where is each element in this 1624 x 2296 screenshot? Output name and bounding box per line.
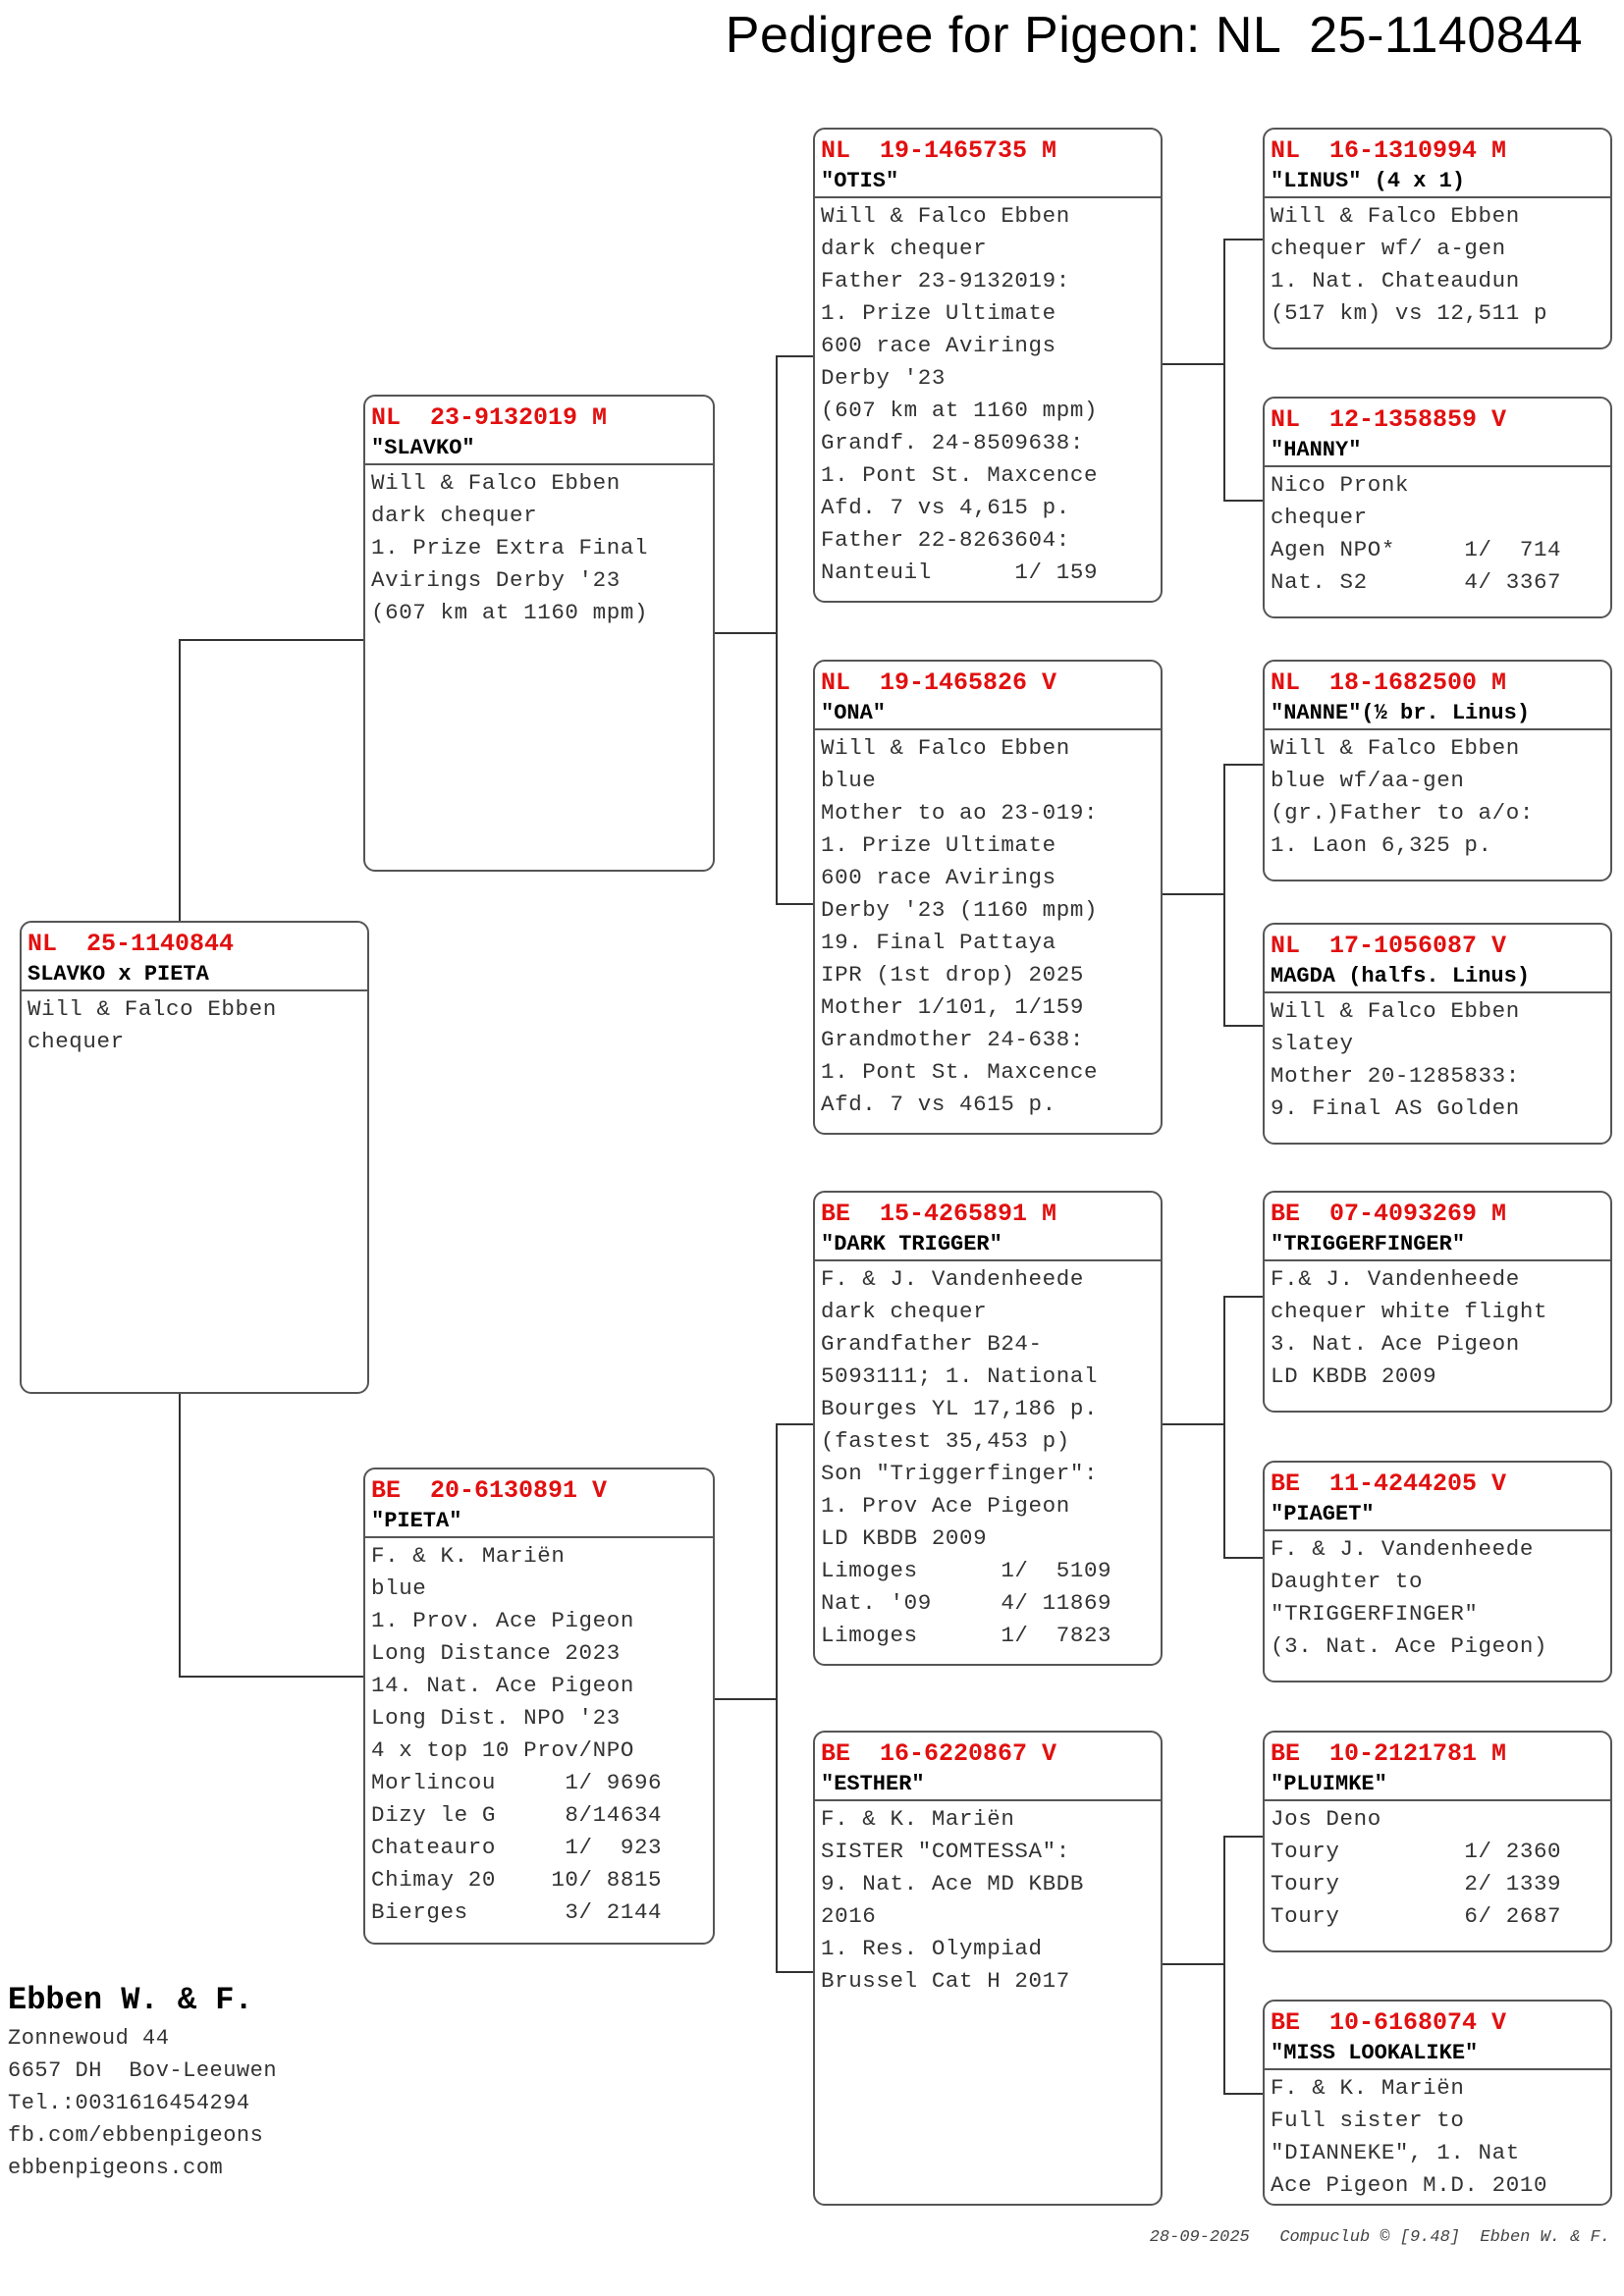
ring-number: NL 18-1682500 M	[1271, 668, 1507, 697]
ring-number: BE 10-2121781 M	[1271, 1739, 1507, 1768]
info-line: Son "Triggerfinger":	[821, 1461, 1099, 1486]
info-line: blue wf/aa-gen	[1271, 768, 1465, 793]
info-line: Grandfather B24-	[821, 1331, 1043, 1357]
footer: 28-09-2025 Compuclub © [9.48] Ebben W. & F.	[1149, 2228, 1610, 2247]
info-line: F. & J. Vandenheede	[1271, 1536, 1534, 1562]
connector-line	[1223, 1025, 1263, 1027]
info-line: LD KBDB 2009	[821, 1525, 988, 1551]
connector-line	[1223, 764, 1263, 766]
info-line: 3. Nat. Ace Pigeon	[1271, 1331, 1520, 1357]
pigeon-card-fmm	[1263, 923, 1612, 1145]
info-line: Toury 6/ 2687	[1271, 1903, 1562, 1929]
info-line: 14. Nat. Ace Pigeon	[371, 1673, 634, 1698]
ring-number: BE 07-4093269 M	[1271, 1200, 1507, 1228]
pigeon-name: "PIETA"	[365, 1507, 713, 1538]
info-line: Derby '23	[821, 365, 946, 391]
pigeon-info	[815, 1261, 1161, 1652]
pigeon-name: "MISS LOOKALIKE"	[1265, 2039, 1610, 2070]
pigeon-card-ffm	[1263, 397, 1612, 618]
info-line: Agen NPO* 1/ 714	[1271, 537, 1562, 562]
info-line: chequer	[1271, 505, 1368, 530]
connector-line	[1223, 1836, 1225, 2095]
connector-line	[1223, 1296, 1263, 1298]
pigeon-name: "ESTHER"	[815, 1770, 1161, 1801]
info-line: Mother 1/101, 1/159	[821, 994, 1084, 1020]
info-line: 1. Prize Ultimate	[821, 832, 1056, 858]
pigeon-info	[1265, 1801, 1610, 1933]
info-line: Derby '23 (1160 mpm)	[821, 897, 1099, 923]
info-line: 1. Prize Extra Final	[371, 535, 649, 561]
info-line: (fastest 35,453 p)	[821, 1428, 1070, 1454]
pigeon-info	[365, 1538, 713, 1929]
info-line: 5093111; 1. National	[821, 1363, 1099, 1389]
info-line: Will & Falco Ebben	[1271, 735, 1520, 761]
pigeon-name: "HANNY"	[1265, 436, 1610, 467]
info-line: Will & Falco Ebben	[27, 996, 277, 1022]
info-line: 1. Res. Olympiad	[821, 1936, 1043, 1961]
connector-line	[179, 639, 181, 921]
info-line: Afd. 7 vs 4,615 p.	[821, 495, 1070, 520]
info-line: F. & J. Vandenheede	[821, 1266, 1084, 1292]
info-line: Grandf. 24-8509638:	[821, 430, 1084, 455]
pigeon-name: "OTIS"	[815, 167, 1161, 198]
info-line: Brussel Cat H 2017	[821, 1968, 1070, 1994]
info-line: F. & K. Mariën	[1271, 2075, 1465, 2101]
connector-line	[715, 1698, 778, 1700]
pigeon-info	[1265, 730, 1610, 862]
info-line: 1. Prize Ultimate	[821, 300, 1056, 326]
connector-line	[1223, 764, 1225, 1027]
pigeon-card-mm	[813, 1731, 1163, 2206]
info-line: Mother to ao 23-019:	[821, 800, 1099, 826]
info-line: 600 race Avirings	[821, 865, 1056, 890]
pigeon-name: SLAVKO x PIETA	[22, 960, 367, 991]
info-line: F. & K. Mariën	[371, 1543, 566, 1569]
info-line: Bierges 3/ 2144	[371, 1899, 663, 1925]
info-line: 1. Prov Ace Pigeon	[821, 1493, 1070, 1519]
pigeon-name: "SLAVKO"	[365, 434, 713, 465]
connector-line	[1223, 239, 1263, 240]
info-line: Toury 1/ 2360	[1271, 1839, 1562, 1864]
info-line: "DIANNEKE", 1. Nat	[1271, 2140, 1520, 2165]
owner-phone: Tel.:0031616454294	[8, 2091, 250, 2115]
connector-line	[1163, 363, 1225, 365]
info-line: chequer	[27, 1029, 125, 1054]
pigeon-info	[1265, 1531, 1610, 1663]
info-line: (607 km at 1160 mpm)	[371, 600, 649, 625]
connector-line	[179, 639, 363, 641]
pigeon-card-mother	[363, 1468, 715, 1945]
info-line: SISTER "COMTESSA":	[821, 1839, 1070, 1864]
pigeon-info	[1265, 467, 1610, 599]
ring-number: BE 15-4265891 M	[821, 1200, 1057, 1228]
info-line: 1. Pont St. Maxcence	[821, 462, 1099, 488]
info-line: chequer white flight	[1271, 1299, 1548, 1324]
info-line: LD KBDB 2009	[1271, 1363, 1437, 1389]
pigeon-card-ff	[813, 128, 1163, 603]
ring-number: NL 12-1358859 V	[1271, 405, 1507, 434]
connector-line	[776, 1423, 813, 1425]
pigeon-info	[1265, 993, 1610, 1125]
info-line: Jos Deno	[1271, 1806, 1381, 1832]
info-line: 2016	[821, 1903, 877, 1929]
info-line: slatey	[1271, 1031, 1354, 1056]
info-line: Chimay 20 10/ 8815	[371, 1867, 663, 1893]
pigeon-card-mmf	[1263, 1731, 1612, 1952]
info-line: 9. Nat. Ace MD KBDB	[821, 1871, 1084, 1896]
connector-line	[1223, 239, 1225, 500]
pigeon-name: "TRIGGERFINGER"	[1265, 1230, 1610, 1261]
info-line: Afd. 7 vs 4615 p.	[821, 1092, 1056, 1117]
pigeon-card-fff	[1263, 128, 1612, 349]
connector-line	[1223, 2093, 1263, 2095]
info-line: Nico Pronk	[1271, 472, 1410, 498]
connector-line	[1223, 1836, 1263, 1838]
info-line: 19. Final Pattaya	[821, 930, 1056, 955]
pigeon-name: "PIAGET"	[1265, 1500, 1610, 1531]
pigeon-name: "ONA"	[815, 699, 1161, 730]
info-line: F. & K. Mariën	[821, 1806, 1015, 1832]
info-line: 9. Final AS Golden	[1271, 1095, 1520, 1121]
info-line: 1. Pont St. Maxcence	[821, 1059, 1099, 1085]
pigeon-info	[22, 991, 367, 1058]
connector-line	[715, 632, 778, 634]
pigeon-name: "DARK TRIGGER"	[815, 1230, 1161, 1261]
info-line: Chateauro 1/ 923	[371, 1835, 663, 1860]
info-line: Father 23-9132019:	[821, 268, 1070, 294]
info-line: Daughter to	[1271, 1569, 1424, 1594]
info-line: (607 km at 1160 mpm)	[821, 398, 1099, 423]
info-line: Will & Falco Ebben	[371, 470, 621, 496]
owner-facebook: fb.com/ebbenpigeons	[8, 2123, 264, 2148]
ring-number: BE 10-6168074 V	[1271, 2008, 1507, 2037]
info-line: Father 22-8263604:	[821, 527, 1070, 553]
info-line: Morlincou 1/ 9696	[371, 1770, 663, 1795]
pigeon-name: "PLUIMKE"	[1265, 1770, 1610, 1801]
connector-line	[1163, 893, 1225, 895]
connector-line	[776, 903, 813, 905]
owner-block	[8, 1979, 277, 2184]
info-line: Dizy le G 8/14634	[371, 1802, 663, 1828]
info-line: dark chequer	[821, 1299, 988, 1324]
pigeon-info	[1265, 198, 1610, 330]
owner-website: ebbenpigeons.com	[8, 2156, 224, 2180]
connector-line	[776, 355, 778, 905]
info-line: Long Dist. NPO '23	[371, 1705, 621, 1731]
connector-line	[179, 1676, 363, 1678]
info-line: "TRIGGERFINGER"	[1271, 1601, 1479, 1627]
info-line: Bourges YL 17,186 p.	[821, 1396, 1099, 1421]
info-line: 1. Prov. Ace Pigeon	[371, 1608, 634, 1633]
connector-line	[776, 1423, 778, 1973]
page-title: Pedigree for Pigeon: NL 25-1140844	[725, 7, 1583, 64]
pigeon-card-mf	[813, 1191, 1163, 1666]
pigeon-card-mmm	[1263, 2000, 1612, 2206]
connector-line	[1223, 500, 1263, 502]
ring-number: BE 11-4244205 V	[1271, 1469, 1507, 1498]
pigeon-card-father	[363, 395, 715, 872]
info-line: Will & Falco Ebben	[821, 203, 1070, 229]
info-line: (517 km) vs 12,511 p	[1271, 300, 1548, 326]
connector-line	[1223, 1557, 1263, 1559]
connector-line	[776, 355, 813, 357]
info-line: Grandmother 24-638:	[821, 1027, 1084, 1052]
ring-number: NL 25-1140844	[27, 930, 235, 958]
pigeon-card-fm	[813, 660, 1163, 1135]
pigeon-name: MAGDA (halfs. Linus)	[1265, 962, 1610, 993]
info-line: dark chequer	[371, 503, 538, 528]
ring-number: NL 17-1056087 V	[1271, 932, 1507, 960]
info-line: 600 race Avirings	[821, 333, 1056, 358]
info-line: Nat. S2 4/ 3367	[1271, 569, 1562, 595]
connector-line	[1163, 1963, 1225, 1965]
info-line: blue	[821, 768, 877, 793]
info-line: Will & Falco Ebben	[821, 735, 1070, 761]
ring-number: NL 23-9132019 M	[371, 403, 608, 432]
pigeon-info	[1265, 2070, 1610, 2202]
info-line: Will & Falco Ebben	[1271, 998, 1520, 1024]
owner-address-line: Zonnewoud 44	[8, 2026, 170, 2051]
ring-number: BE 16-6220867 V	[821, 1739, 1057, 1768]
ring-number: NL 19-1465826 V	[821, 668, 1057, 697]
info-line: Avirings Derby '23	[371, 567, 621, 593]
owner-address-line: 6657 DH Bov-Leeuwen	[8, 2058, 278, 2083]
pigeon-card-fmf	[1263, 660, 1612, 881]
info-line: dark chequer	[821, 236, 988, 261]
info-line: Nat. '09 4/ 11869	[821, 1590, 1112, 1616]
connector-line	[776, 1971, 813, 1973]
pigeon-info	[1265, 1261, 1610, 1393]
info-line: chequer wf/ a-gen	[1271, 236, 1506, 261]
info-line: (3. Nat. Ace Pigeon)	[1271, 1633, 1548, 1659]
info-line: F.& J. Vandenheede	[1271, 1266, 1520, 1292]
connector-line	[1163, 1423, 1225, 1425]
info-line: 4 x top 10 Prov/NPO	[371, 1737, 634, 1763]
pigeon-card-subject	[20, 921, 369, 1394]
info-line: Will & Falco Ebben	[1271, 203, 1520, 229]
pigeon-name: "NANNE"(½ br. Linus)	[1265, 699, 1610, 730]
pigeon-info	[815, 1801, 1161, 1998]
info-line: IPR (1st drop) 2025	[821, 962, 1084, 988]
info-line: Toury 2/ 1339	[1271, 1871, 1562, 1896]
info-line: Full sister to	[1271, 2108, 1465, 2133]
pigeon-info	[815, 730, 1161, 1121]
ring-number: NL 16-1310994 M	[1271, 136, 1507, 165]
info-line: Long Distance 2023	[371, 1640, 621, 1666]
info-line: Mother 20-1285833:	[1271, 1063, 1520, 1089]
info-line: Limoges 1/ 7823	[821, 1623, 1112, 1648]
connector-line	[179, 1394, 181, 1678]
ring-number: BE 20-6130891 V	[371, 1476, 608, 1505]
info-line: Nanteuil 1/ 159	[821, 560, 1099, 585]
info-line: Ace Pigeon M.D. 2010	[1271, 2172, 1548, 2198]
pigeon-card-mfm	[1263, 1461, 1612, 1682]
connector-line	[1223, 1296, 1225, 1559]
pigeon-name: "LINUS" (4 x 1)	[1265, 167, 1610, 198]
info-line: (gr.)Father to a/o:	[1271, 800, 1534, 826]
owner-name: Ebben W. & F.	[8, 1982, 253, 2018]
pigeon-info	[365, 465, 713, 629]
info-line: 1. Nat. Chateaudun	[1271, 268, 1520, 294]
info-line: blue	[371, 1575, 427, 1601]
pigeon-info	[815, 198, 1161, 589]
info-line: 1. Laon 6,325 p.	[1271, 832, 1492, 858]
ring-number: NL 19-1465735 M	[821, 136, 1057, 165]
pigeon-card-mff	[1263, 1191, 1612, 1413]
info-line: Limoges 1/ 5109	[821, 1558, 1112, 1583]
